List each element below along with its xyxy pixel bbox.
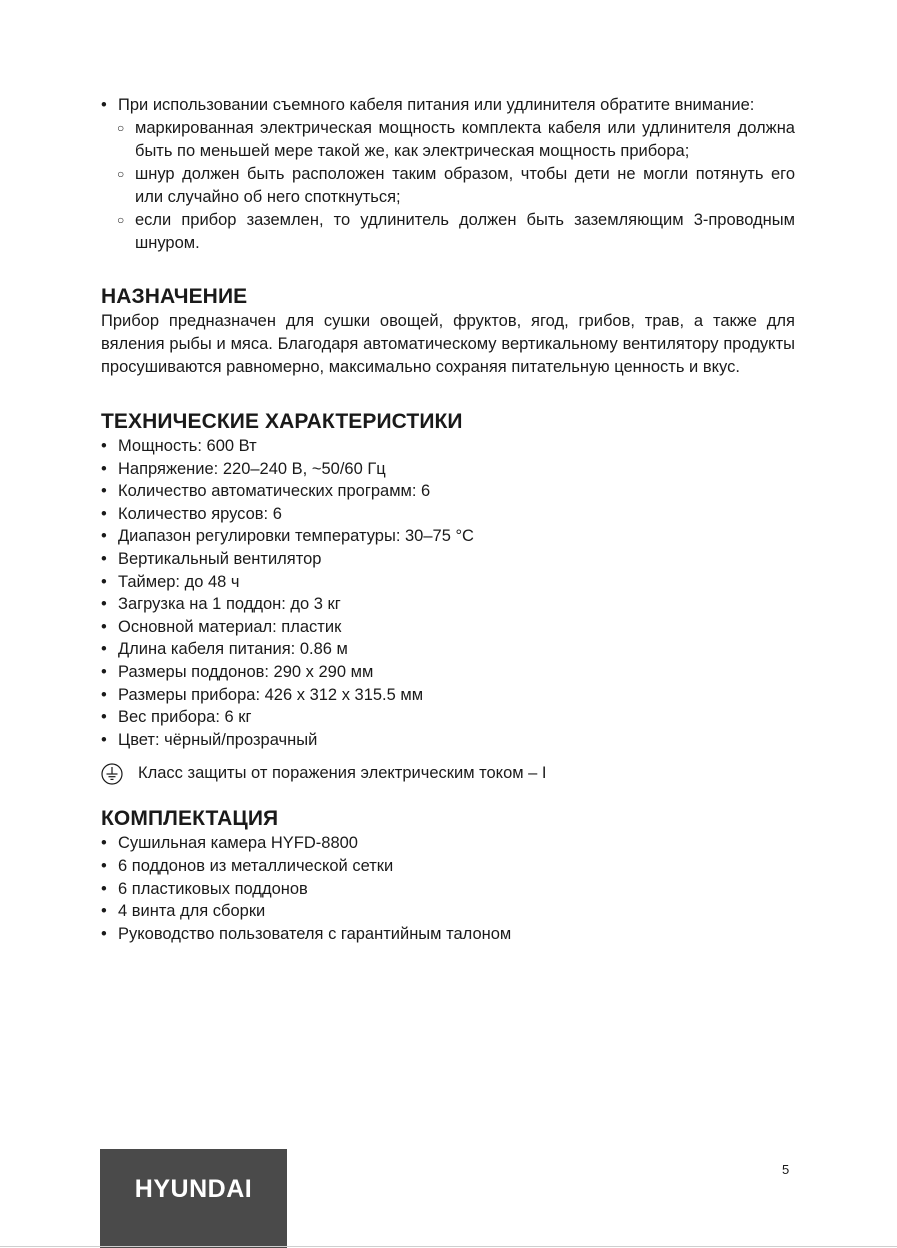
brand-logo (100, 1149, 287, 1248)
intro-section (101, 94, 795, 255)
specs-section (101, 409, 795, 785)
purpose-text: Прибор предназначен для сушки овощей, фруктов, ягод, грибов, трав, а также для вяления рыбы и мяса. Благодаря автоматическому вертикальному вентилятору продукты просушиваются равномерно, максимально сохраняя питательную ценность и вкус. (101, 312, 795, 376)
spec-item: • Цвет: чёрный/прозрачный (101, 729, 795, 752)
page-number: 5 (782, 1162, 790, 1177)
intro-bullet: • При использовании съемного кабеля питания или удлинителя обратите внимание: (101, 94, 795, 117)
intro-sub-item: ○ маркированная электрическая мощность комплекта кабеля или удлинителя должна быть по меньшей мере такой же, как электрическая мощность прибора; (101, 117, 795, 163)
specs-heading: ТЕХНИЧЕСКИЕ ХАРАКТЕРИСТИКИ (101, 410, 463, 433)
spec-item: • Загрузка на 1 поддон: до 3 кг (101, 593, 795, 616)
spec-item: • Вертикальный вентилятор (101, 548, 795, 571)
kit-item: • Сушильная камера HYFD-8800 (101, 832, 795, 855)
brand-logo-text: HYUNDAI (134, 1175, 253, 1203)
spec-item: • Напряжение: 220–240 В, ~50/60 Гц (101, 458, 795, 481)
kit-heading: КОМПЛЕКТАЦИЯ (101, 807, 279, 831)
kit-item: • 6 поддонов из металлической сетки (101, 855, 795, 878)
purpose-heading: НАЗНАЧЕНИЕ (101, 285, 248, 308)
spec-item: • Количество ярусов: 6 (101, 503, 795, 526)
spec-item: • Количество автоматических программ: 6 (101, 480, 795, 503)
intro-sub-item: ○ если прибор заземлен, то удлинитель должен быть заземляющим 3-проводным шнуром. (101, 209, 795, 255)
spec-item: • Вес прибора: 6 кг (101, 706, 795, 729)
spec-item: • Размеры прибора: 426 х 312 х 315.5 мм (101, 684, 795, 707)
bottom-divider (0, 1246, 897, 1247)
protection-text: Класс защиты от поражения электрическим током – I (138, 764, 547, 783)
spec-item: • Таймер: до 48 ч (101, 571, 795, 594)
spec-item: • Мощность: 600 Вт (101, 435, 795, 458)
kit-list (101, 832, 795, 945)
spec-item: • Длина кабеля питания: 0.86 м (101, 638, 795, 661)
spec-item: • Размеры поддонов: 290 х 290 мм (101, 661, 795, 684)
spec-item: • Диапазон регулировки температуры: 30–75 °C (101, 525, 795, 548)
kit-item: • 4 винта для сборки (101, 900, 795, 923)
ground-symbol-icon (101, 763, 123, 785)
kit-section (101, 806, 795, 945)
specs-list (101, 435, 795, 751)
purpose-section (101, 284, 795, 379)
kit-item: • Руководство пользователя с гарантийным талоном (101, 923, 795, 946)
protection-class (101, 762, 795, 785)
page-content (101, 94, 795, 945)
spec-item: • Основной материал: пластик (101, 616, 795, 639)
kit-item: • 6 пластиковых поддонов (101, 878, 795, 901)
intro-sub-item: ○ шнур должен быть расположен таким образом, чтобы дети не могли потянуть его или случайно об него споткнуться; (101, 163, 795, 209)
